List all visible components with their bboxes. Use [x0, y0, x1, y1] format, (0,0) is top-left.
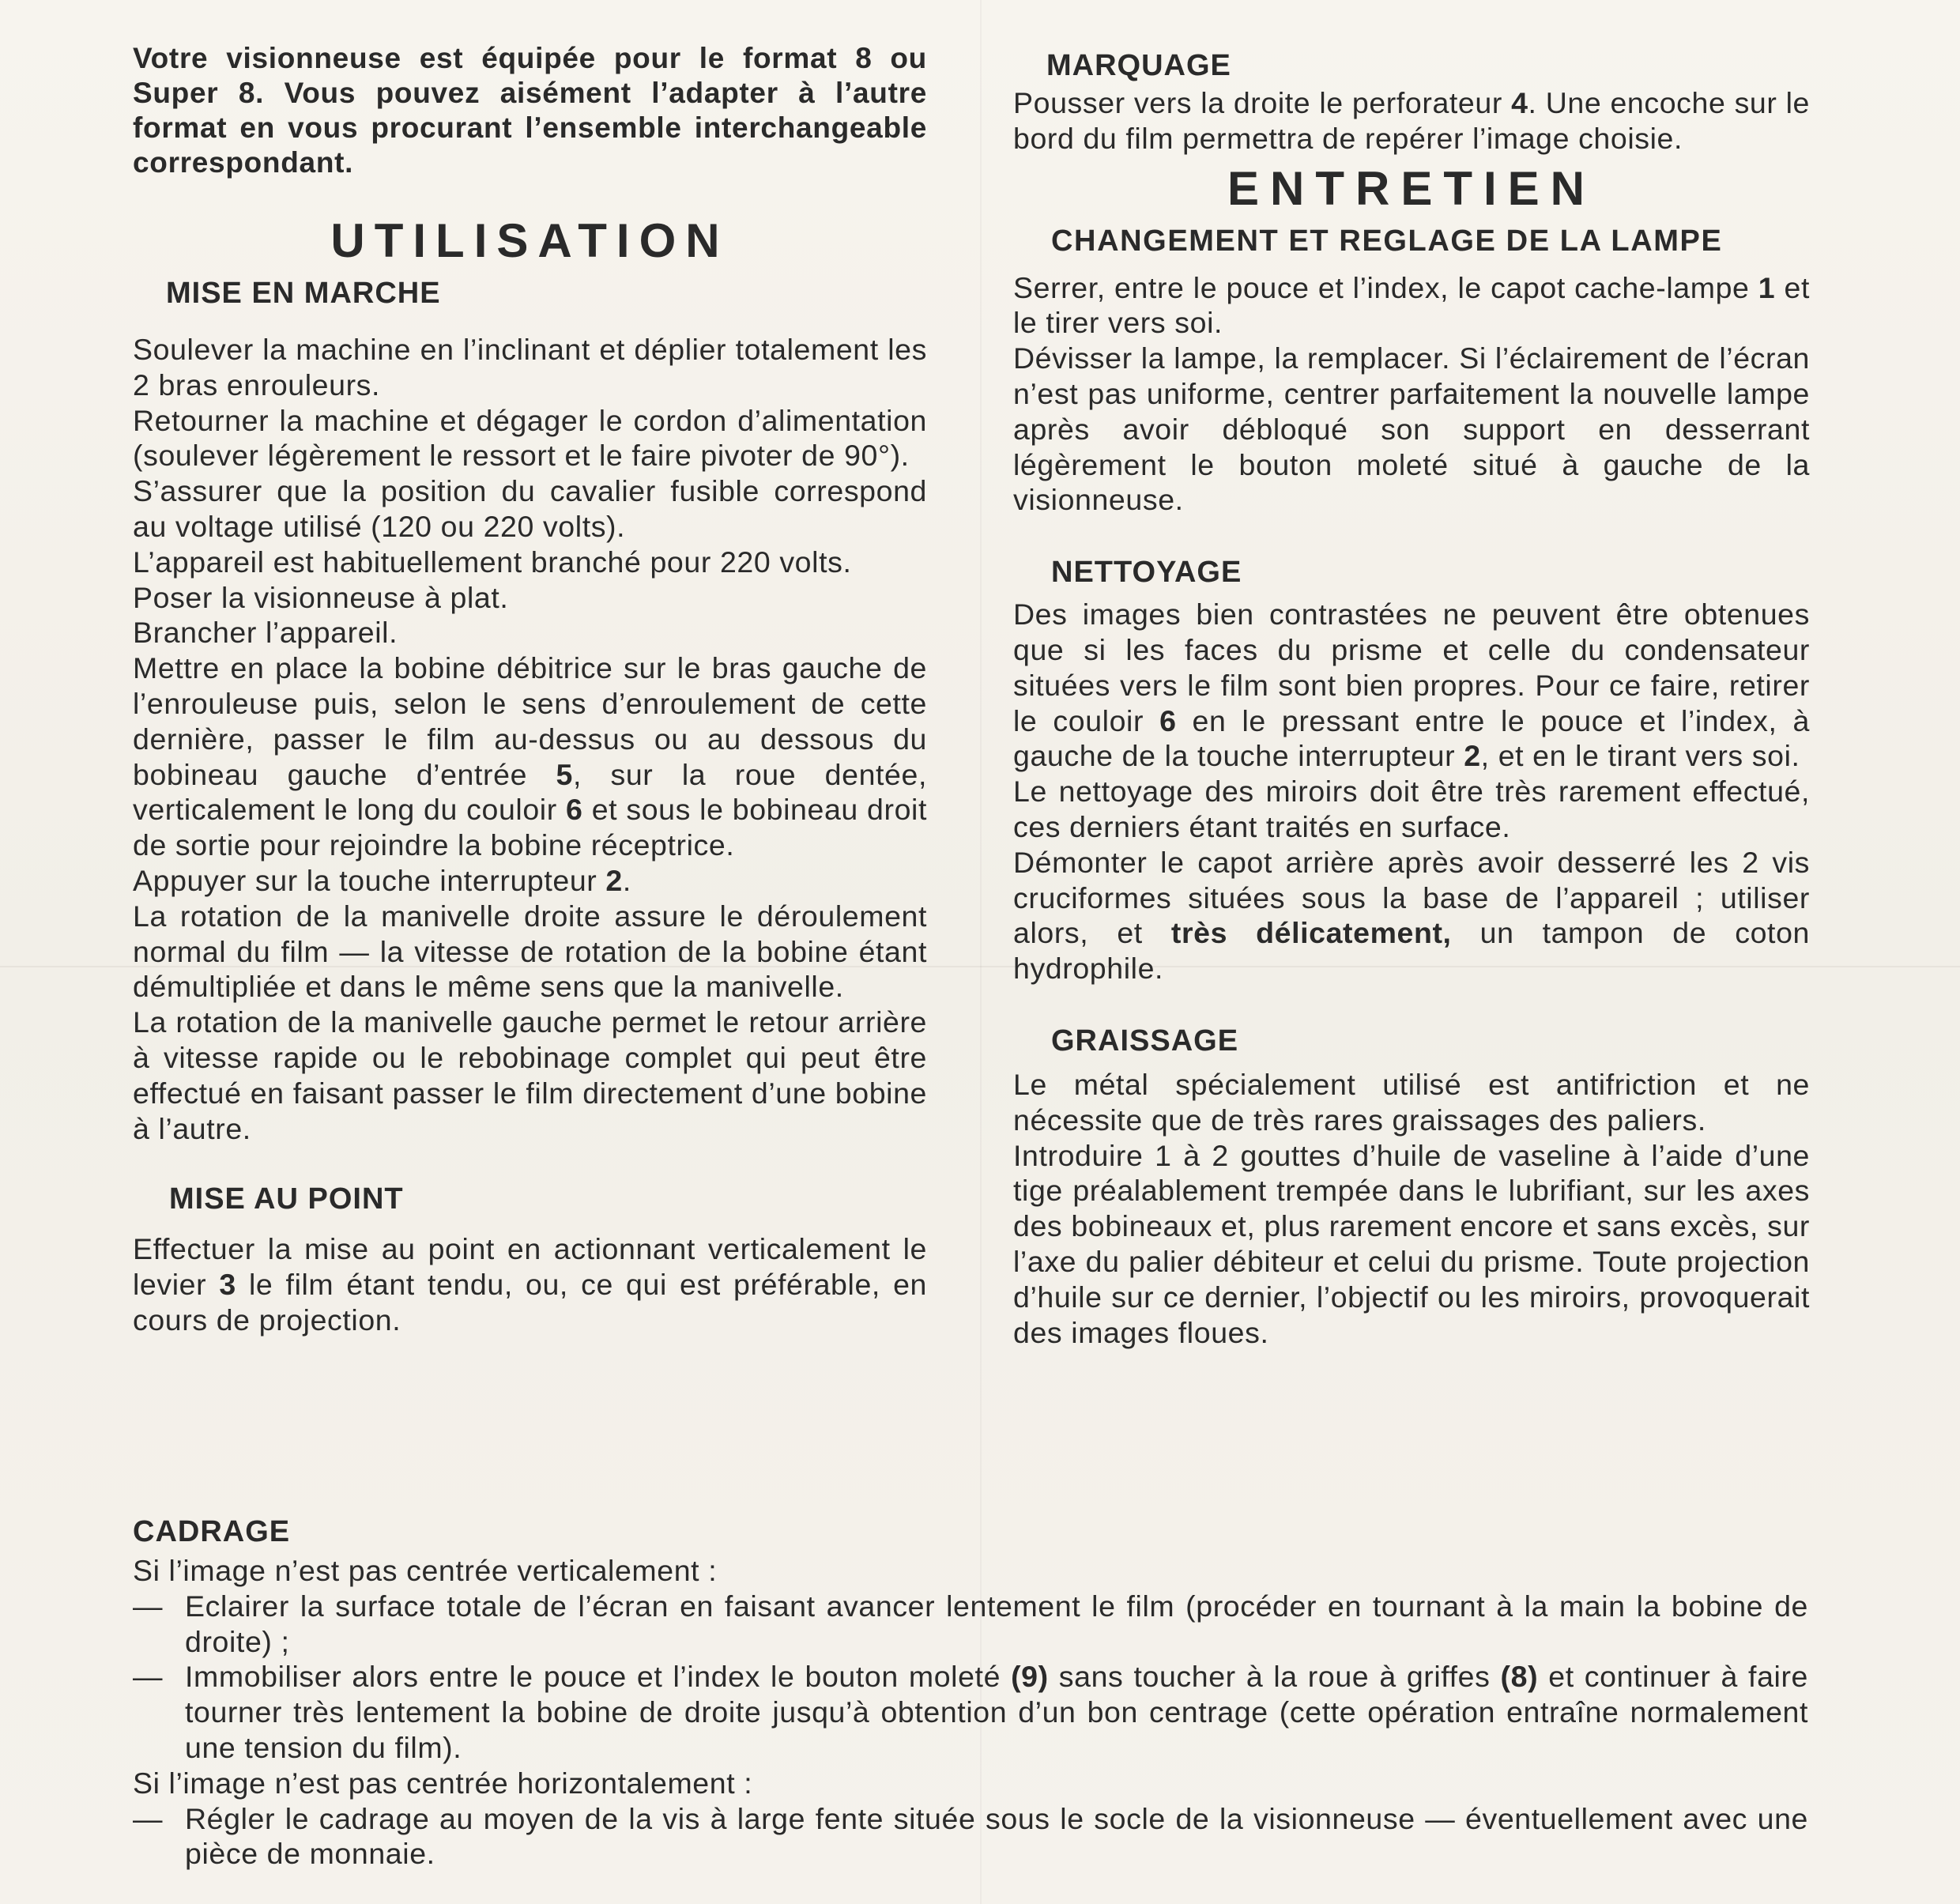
text-run: Effectuer la mise au point en actionnant verticalement le levier [133, 1232, 927, 1302]
mise-au-point-heading: MISE AU POINT [169, 1182, 404, 1216]
mise-au-point-paragraph [133, 1231, 927, 1337]
part-number: (9) [1011, 1660, 1049, 1694]
part-number: 2 [605, 863, 623, 897]
mise-en-marche-paragraph-2: Retourner la machine et dégager le cordon d’alimentation (soulever légèrement le ressort et le faire pivoter de 90°). [133, 403, 927, 473]
part-number: 5 [556, 757, 573, 791]
text-run: en le pressant entre le pouce et l’index, à gauche de la touche interrupteur [1013, 703, 1811, 773]
cadrage-section [133, 1514, 1808, 1872]
text-run: , et en le tirant vers soi. [1480, 739, 1800, 773]
nettoyage-paragraph-1 [1013, 597, 1810, 774]
nettoyage-heading: NETTOYAGE [1051, 556, 1242, 590]
dash-bullet: — [133, 1801, 164, 1835]
mise-en-marche-paragraph-10: La rotation de la manivelle gauche permet le retour arrière à vitesse rapide ou le rebobinage complet qui peut être effectué en faisant passer le film directement d’une bobine à l’autre. [133, 1005, 927, 1145]
cadrage-list-item [133, 1801, 1808, 1872]
part-number: 6 [1159, 703, 1177, 737]
nettoyage-paragraph-2: Le nettoyage des miroirs doit être très rarement effectué, ces derniers étant traités en surface. [1013, 775, 1810, 843]
nettoyage-paragraph-3 [1013, 845, 1810, 986]
text-run: le film étant tendu, ou, ce qui est préférable, en cours de projection. [133, 1268, 927, 1337]
text-run: Mettre en place la bobine débitrice sur le bras gauche de l’enrouleuse puis, selon le sens d’enroulement de cette dernière, passer le film au-dessus ou au dessous du bobineau gauche d’entrée [133, 651, 927, 791]
text-run: . Une encoche sur le bord du film permettra de repérer l’image choisie. [1013, 86, 1810, 155]
text-run: et sous le bobineau droit de sortie pour rejoindre la bobine réceptrice. [133, 793, 927, 862]
cadrage-horizontal-intro: Si l’image n’est pas centrée horizontalement : [133, 1766, 753, 1800]
cadrage-item-text: Régler le cadrage au moyen de la vis à large fente située sous le socle de la visionneuse — éventuellement avec une pièce de monnaie. [185, 1801, 1808, 1871]
mise-en-marche-heading: MISE EN MARCHE [166, 277, 441, 310]
mise-en-marche-section [133, 332, 927, 1146]
part-number: 2 [1464, 739, 1481, 773]
graissage-paragraph-2: Introduire 1 à 2 gouttes d’huile de vaseline à l’aide d’une tige préalablement trempée dans le lubrifiant, sur les axes des bobineaux et, plus rarement encore et sans excès, sur l’axe du palier débiteur et celui du prisme. Toute projection d’huile sur ce dernier, l’objectif ou les miroirs, provoquerait des images floues. [1013, 1138, 1810, 1349]
mise-en-marche-paragraph-9: La rotation de la manivelle droite assure le déroulement normal du film — la vitesse de rotation de la bobine étant démultipliée et dans le même sens que la manivelle. [133, 899, 927, 1004]
emphasis: très délicatement, [1170, 916, 1452, 950]
mise-en-marche-paragraph-3: S’assurer que la position du cavalier fusible correspond au voltage utilisé (120 ou 220 volts). [133, 474, 927, 543]
text-run: et continuer à faire tourner très lentement la bobine de droite jusqu’à obtention d’un bon centrage (cette opération entraîne normalement une tension du film). [185, 1660, 1808, 1764]
mise-en-marche-paragraph-4: L’appareil est habituellement branché pour 220 volts. [133, 545, 852, 579]
lampe-heading: CHANGEMENT ET REGLAGE DE LA LAMPE [1051, 224, 1723, 258]
text-run: Des images bien contrastées ne peuvent être obtenues que si les faces du prisme et celle du condensateur situées vers le film sont bien propres. Pour ce faire, retirer le couloir [1013, 598, 1810, 737]
dash-bullet: — [133, 1589, 164, 1623]
part-number: 4 [1511, 86, 1528, 119]
lampe-paragraph-1 [1013, 270, 1810, 341]
text-run: un tampon de coton hydrophile. [1013, 916, 1810, 986]
part-number: 1 [1758, 270, 1776, 304]
mise-en-marche-paragraph-6: Brancher l’appareil. [133, 616, 398, 650]
cadrage-item-text: Eclairer la surface totale de l’écran en faisant avancer lentement le film (procéder en tournant à la main la bobine de droite) ; [185, 1589, 1808, 1658]
mise-en-marche-paragraph-1: Soulever la machine en l’inclinant et déplier totalement les 2 bras enrouleurs. [133, 333, 927, 402]
marquage-paragraph [1013, 85, 1810, 156]
graissage-paragraph-1: Le métal spécialement utilisé est antifriction et ne nécessite que de très rares graissages des paliers. [1013, 1067, 1810, 1137]
cadrage-heading: CADRAGE [133, 1515, 291, 1548]
text-run: Immobiliser alors entre le pouce et l’index le bouton moleté [185, 1660, 1012, 1694]
part-number: (8) [1500, 1660, 1539, 1694]
cadrage-item-text [185, 1659, 1808, 1765]
mise-en-marche-paragraph-8 [133, 863, 927, 899]
text-run: et le tirer vers soi. [1013, 270, 1810, 340]
mise-en-marche-paragraph-7 [133, 650, 927, 863]
text-run: , sur la roue dentée, verticalement le long du couloir [133, 757, 927, 827]
right-column [1013, 41, 1810, 1350]
text-run: . [622, 863, 631, 897]
text-run: Pousser vers la droite le perforateur [1013, 86, 1512, 119]
text-run: Démonter le capot arrière après avoir desserré les 2 vis cruciformes situées sous la base de l’appareil ; utiliser alors, et [1013, 845, 1810, 950]
text-run: sans toucher à la roue à griffes [1048, 1660, 1501, 1694]
mise-en-marche-paragraph-5: Poser la visionneuse à plat. [133, 580, 509, 614]
lampe-paragraph-2: Dévisser la lampe, la remplacer. Si l’éclairement de l’écran n’est pas uniforme, centrer parfaitement la nouvelle lampe après avoir débloqué son support en desserrant légèrement le bouton moleté situé à gauche de la visionneuse. [1013, 341, 1810, 517]
utilisation-title: UTILISATION [330, 214, 729, 267]
marquage-heading: MARQUAGE [1046, 49, 1231, 82]
part-number: 3 [219, 1268, 236, 1302]
dash-bullet: — [133, 1660, 164, 1694]
text-run: Serrer, entre le pouce et l’index, le capot cache-lampe [1013, 270, 1758, 304]
text-run: Appuyer sur la touche interrupteur [133, 863, 606, 897]
intro-paragraph: Votre visionneuse est équipée pour le format 8 ou Super 8. Vous pouvez aisément l’adapter à l’autre format en vous procurant l’ensemble interchangeable correspondant. [133, 42, 927, 179]
entretien-title: ENTRETIEN [1227, 161, 1596, 215]
left-column [133, 41, 927, 1338]
part-number: 6 [566, 793, 583, 827]
cadrage-list-item [133, 1659, 1808, 1765]
graissage-heading: GRAISSAGE [1051, 1024, 1239, 1058]
cadrage-list-item [133, 1589, 1808, 1660]
cadrage-vertical-intro: Si l’image n’est pas centrée verticalement : [133, 1554, 718, 1587]
